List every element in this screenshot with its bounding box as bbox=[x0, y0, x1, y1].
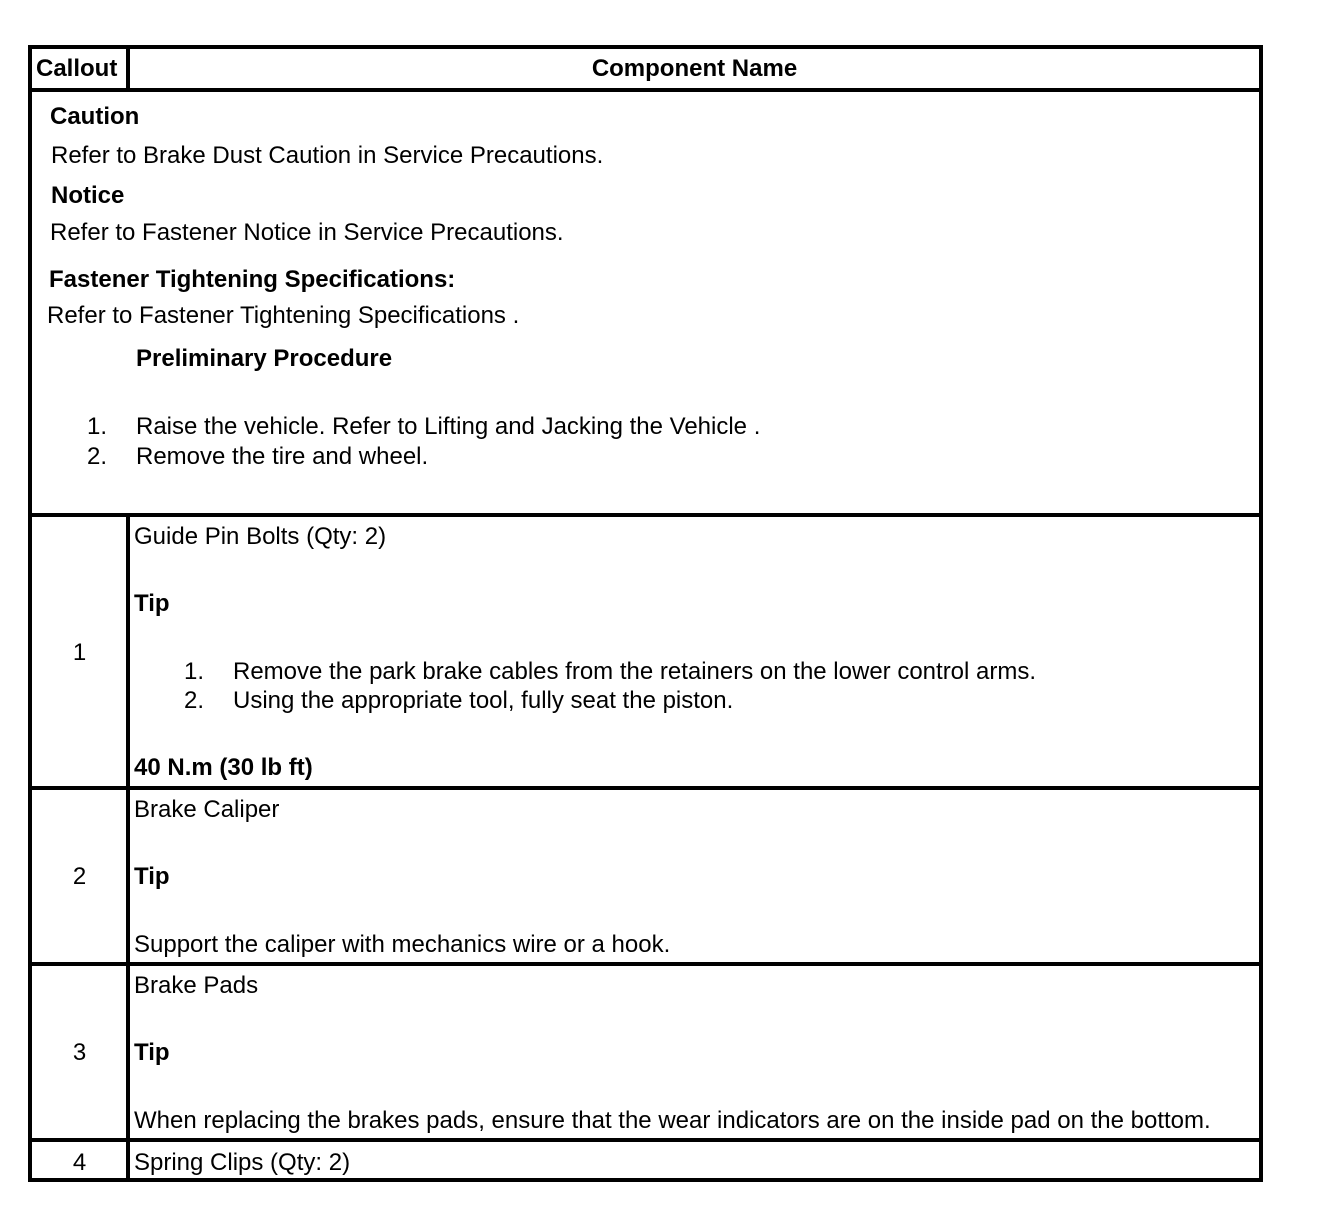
row-1-callout: 1 bbox=[72, 639, 87, 666]
row-1-tip-label: Tip bbox=[134, 590, 170, 617]
row-2-tip-text: Support the caliper with mechanics wire or a hook. bbox=[134, 931, 671, 958]
row-3-callout: 3 bbox=[72, 1039, 87, 1066]
header-rule bbox=[32, 88, 1259, 92]
notice-text: Refer to Fastener Notice in Service Precautions. bbox=[50, 219, 564, 246]
header-component-name: Component Name bbox=[591, 55, 798, 82]
row-2-name: Brake Caliper bbox=[134, 796, 280, 823]
row-1-rule bbox=[32, 786, 1259, 790]
prelim-step-2-text: Remove the tire and wheel. bbox=[136, 443, 429, 470]
row-1-tip-2-num: 2. bbox=[184, 687, 205, 714]
preliminary-heading: Preliminary Procedure bbox=[136, 345, 393, 372]
row-2-rule bbox=[32, 962, 1259, 966]
row-1-tip-2-text: Using the appropriate tool, fully seat the piston. bbox=[233, 687, 734, 714]
prelim-step-2-num: 2. bbox=[87, 443, 108, 470]
row-3-tip-text: When replacing the brakes pads, ensure that the wear indicators are on the inside pad on the bottom. bbox=[134, 1107, 1211, 1134]
row-2-tip-label: Tip bbox=[134, 863, 170, 890]
prelim-step-1-num: 1. bbox=[87, 413, 108, 440]
caution-heading: Caution bbox=[50, 103, 140, 130]
row-4-callout: 4 bbox=[72, 1149, 87, 1176]
row-2-callout: 2 bbox=[72, 863, 87, 890]
row-1-tip-1-num: 1. bbox=[184, 658, 205, 685]
row-3-tip-label: Tip bbox=[134, 1039, 170, 1066]
header-callout: Callout bbox=[36, 55, 118, 82]
row-1-torque: 40 N.m (30 lb ft) bbox=[134, 754, 313, 781]
fastener-heading: Fastener Tightening Specifications: bbox=[49, 266, 456, 293]
body-divider bbox=[126, 517, 130, 1182]
caution-text: Refer to Brake Dust Caution in Service Precautions. bbox=[51, 142, 604, 169]
notice-heading: Notice bbox=[51, 182, 125, 209]
intro-rule bbox=[32, 513, 1259, 517]
component-table bbox=[28, 45, 1263, 1182]
row-4-name: Spring Clips (Qty: 2) bbox=[134, 1149, 351, 1176]
row-3-rule bbox=[32, 1138, 1259, 1142]
prelim-step-1-text: Raise the vehicle. Refer to Lifting and Jacking the Vehicle . bbox=[136, 413, 761, 440]
row-1-tip-1-text: Remove the park brake cables from the retainers on the lower control arms. bbox=[233, 658, 1037, 685]
fastener-text: Refer to Fastener Tightening Specifications . bbox=[47, 302, 520, 329]
row-3-name: Brake Pads bbox=[134, 972, 259, 999]
row-1-name: Guide Pin Bolts (Qty: 2) bbox=[134, 523, 387, 550]
